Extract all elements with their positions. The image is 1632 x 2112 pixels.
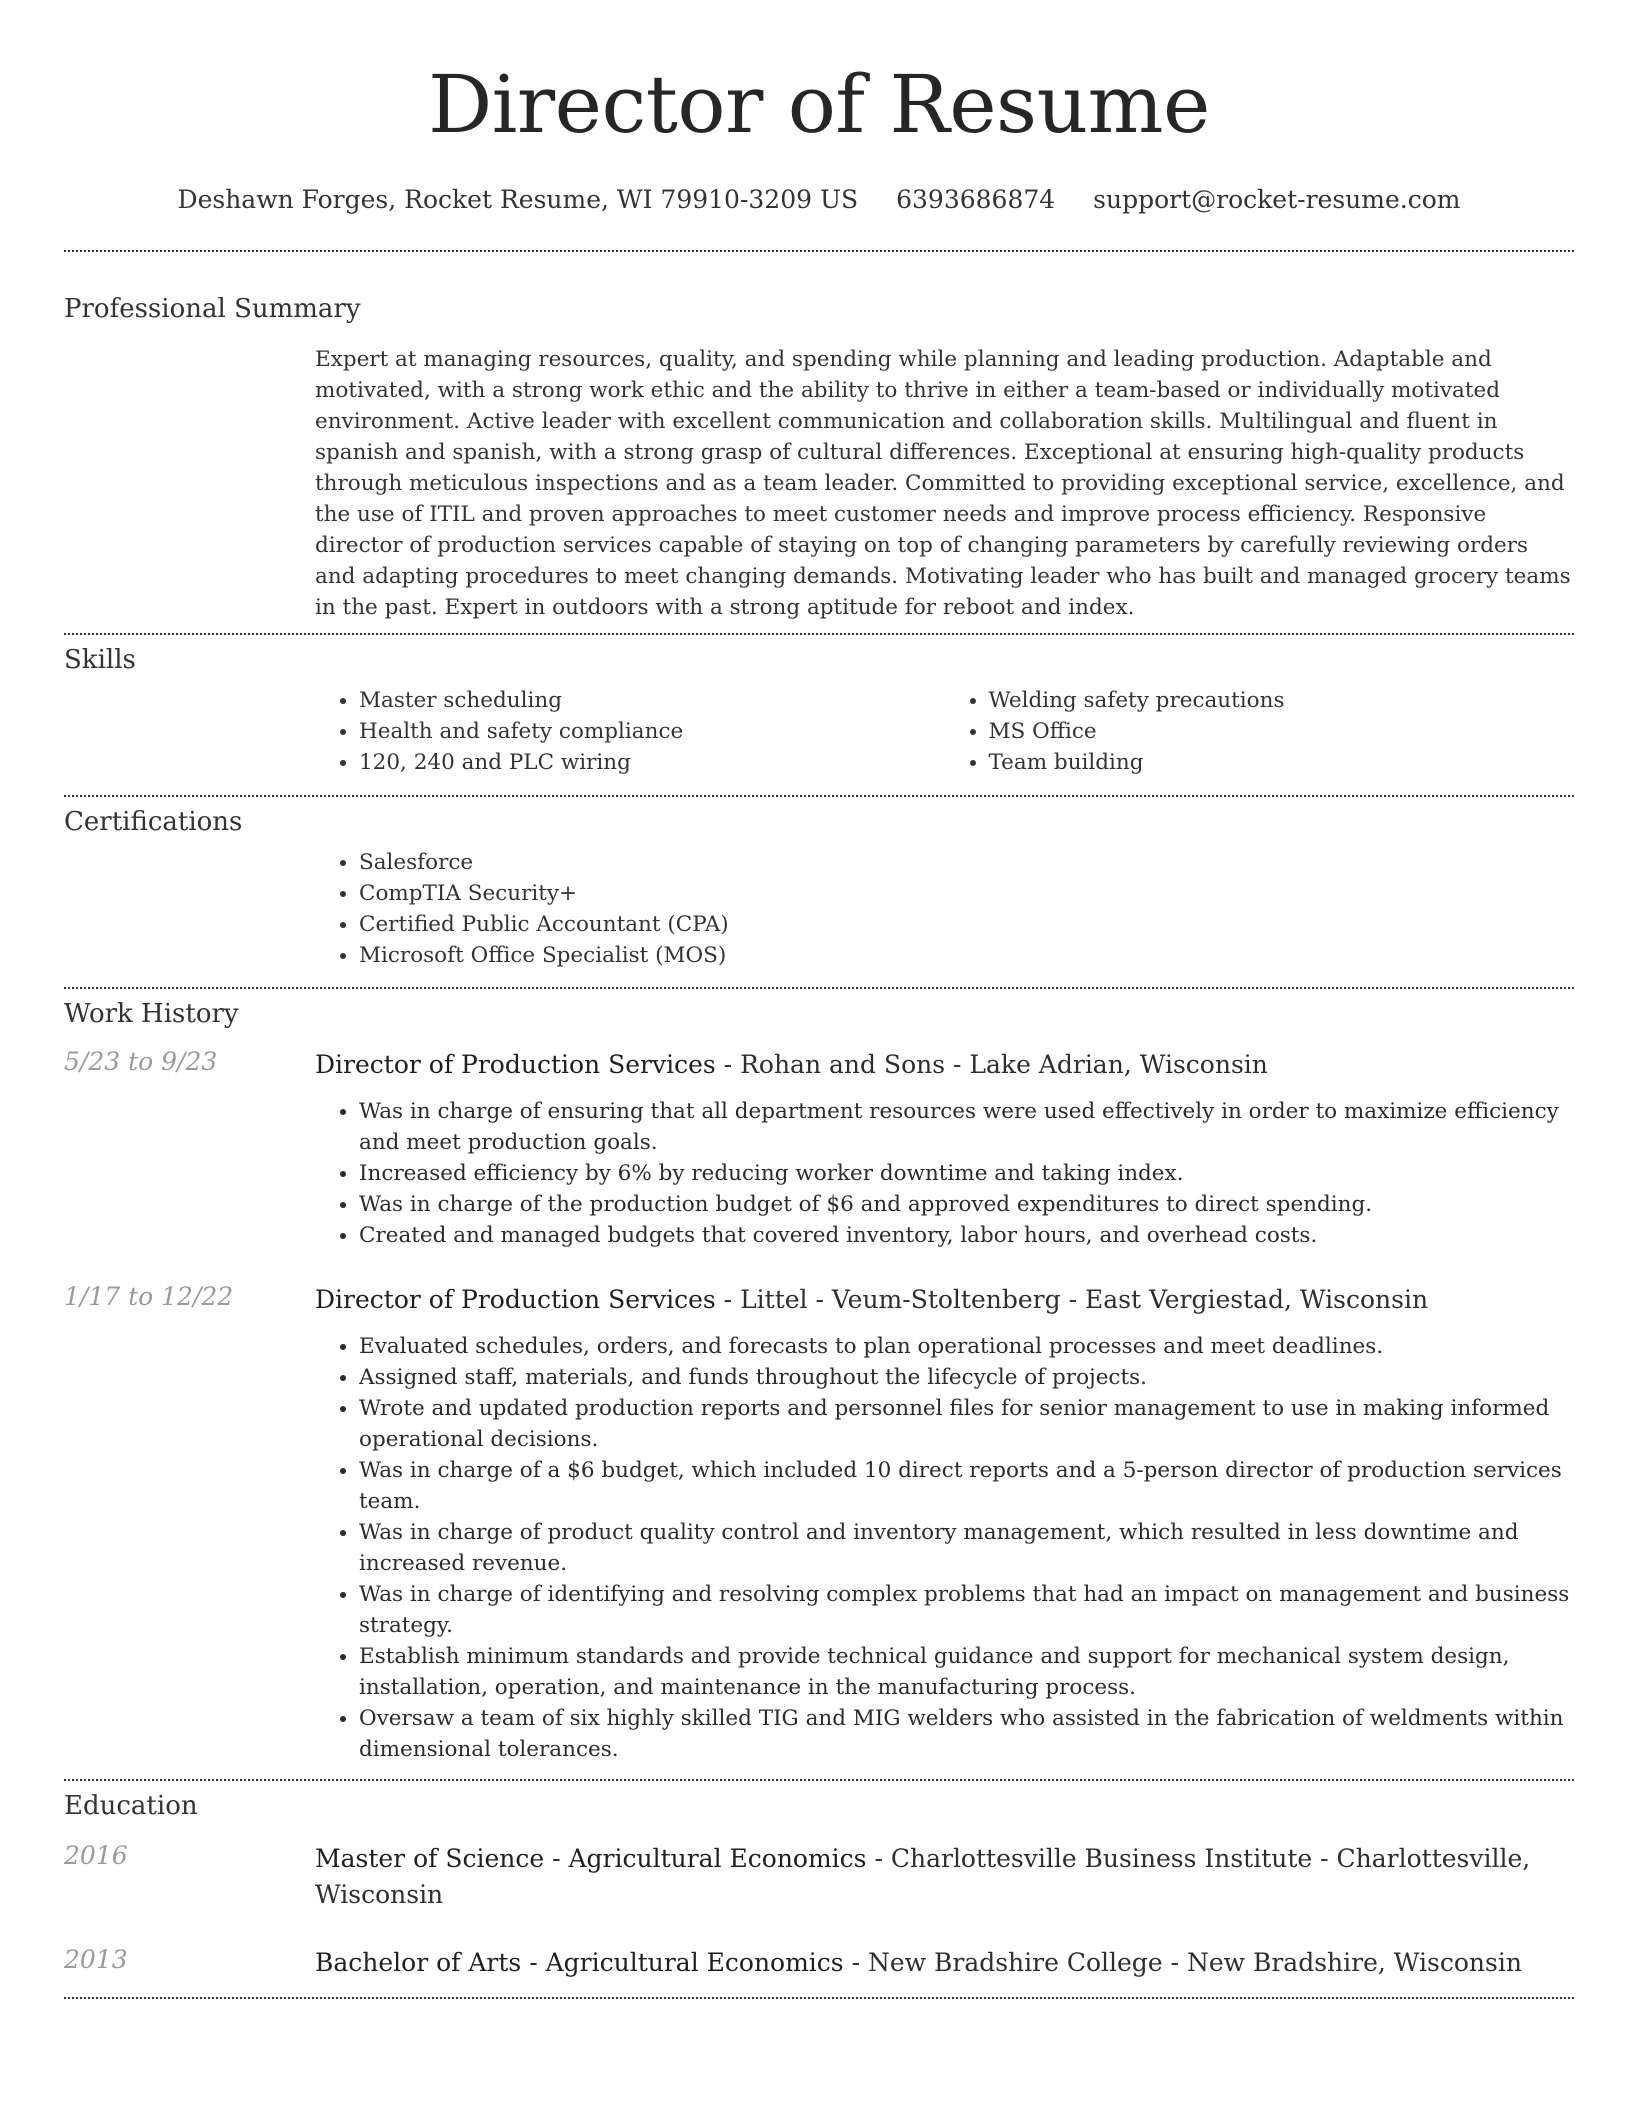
list-item: • Team building: [989, 747, 1575, 778]
list-item: • CompTIA Security+: [359, 878, 1574, 909]
list-item: • Certified Public Accountant (CPA): [359, 909, 1574, 940]
skills-section: [64, 635, 1574, 778]
list-item: • Was in charge of product quality control and inventory management, which resulted in less downtime and increased revenue.: [359, 1517, 1574, 1579]
list-item: • Was in charge of ensuring that all department resources were used effectively in order to maximize efficiency and meet production goals.: [359, 1096, 1574, 1158]
list-item: • Establish minimum standards and provide technical guidance and support for mechanical system design, installation, operation, and maintenance in the manufacturing process.: [359, 1641, 1574, 1703]
education-entry: [64, 1841, 1574, 1913]
education-year: 2013: [64, 1945, 128, 1974]
list-item: • MS Office: [989, 716, 1575, 747]
job-dates: 1/17 to 12/22: [64, 1282, 234, 1311]
skills-list-right: [945, 685, 1575, 778]
summary-title: Professional Summary: [64, 294, 361, 324]
education-degree: Master of Science - Agricultural Economics: [315, 1844, 867, 1873]
skills-title: Skills: [64, 645, 136, 675]
job-title: [315, 1282, 1574, 1318]
contact-phone: 6393686874: [896, 185, 1056, 214]
education-school: - Charlottesville Business Institute - Charlottesville, Wisconsin: [315, 1844, 1531, 1909]
certifications-list: [315, 847, 1574, 971]
education-title: Education: [64, 1791, 198, 1821]
job-company: - Littel - Veum-Stoltenberg - East Vergiestad, Wisconsin: [715, 1285, 1429, 1314]
list-item: • Salesforce: [359, 847, 1574, 878]
job-bullets: [315, 1331, 1574, 1765]
list-item: • Was in charge of a $6 budget, which included 10 direct reports and a 5-person director of production services team.: [359, 1455, 1574, 1517]
education-degree: Bachelor of Arts - Agricultural Economics: [315, 1948, 844, 1977]
work-section: [64, 989, 1574, 1765]
list-item: • Increased efficiency by 6% by reducing worker downtime and taking index.: [359, 1158, 1574, 1189]
list-item: • Health and safety compliance: [359, 716, 945, 747]
contact-email: support@rocket-resume.com: [1093, 185, 1461, 214]
list-item: • Wrote and updated production reports and personnel files for senior management to use in making informed operational decisions.: [359, 1393, 1574, 1455]
education-school: - New Bradshire College - New Bradshire, Wisconsin: [843, 1948, 1522, 1977]
resume-page: [64, 0, 1574, 1999]
skills-columns: [315, 685, 1574, 778]
list-item: • Master scheduling: [359, 685, 945, 716]
summary-section: [64, 252, 1574, 623]
education-section: [64, 1781, 1574, 1981]
list-item: • 120, 240 and PLC wiring: [359, 747, 945, 778]
resume-name: Director of Resume: [428, 58, 1210, 151]
certifications-section: [64, 797, 1574, 971]
list-item: • Microsoft Office Specialist (MOS): [359, 940, 1574, 971]
list-item: • Oversaw a team of six highly skilled TIG and MIG welders who assisted in the fabrication of weldments within dimensional tolerances.: [359, 1703, 1574, 1765]
job-role: Director of Production Services: [315, 1050, 716, 1079]
job-entry: [64, 1047, 1574, 1251]
list-item: • Created and managed budgets that covered inventory, labor hours, and overhead costs.: [359, 1220, 1574, 1251]
list-item: • Welding safety precautions: [989, 685, 1575, 716]
skills-list-left: [315, 685, 945, 778]
list-item: • Evaluated schedules, orders, and forecasts to plan operational processes and meet deadlines.: [359, 1331, 1574, 1362]
education-title-line: [315, 1841, 1574, 1913]
certifications-title: Certifications: [64, 807, 243, 837]
contact-address: Deshawn Forges, Rocket Resume, WI 79910-3209 US: [177, 185, 859, 214]
job-dates: 5/23 to 9/23: [64, 1047, 218, 1076]
education-title-line: [315, 1945, 1574, 1981]
summary-text: Expert at managing resources, quality, and spending while planning and leading production. Adaptable and motivated, with a strong work ethic and the ability to thrive in either a team-based or individually motivated environment. Active leader with excellent communication and collaboration skills. Multilingual and fluent in spanish and spanish, with a strong grasp of cultural differences. Exceptional at ensuring high-quality products through meticulous inspections and as a team leader. Committed to providing exceptional service, excellence, and the use of ITIL and proven approaches to meet customer needs and improve process efficiency. Responsive director of production services capable of staying on top of changing parameters by carefully reviewing orders and adapting procedures to meet changing demands. Motivating leader who has built and managed grocery teams in the past. Expert in outdoors with a strong aptitude for reboot and index.: [315, 347, 1571, 620]
list-item: • Was in charge of identifying and resolving complex problems that had an impact on management and business strategy.: [359, 1579, 1574, 1641]
divider: [64, 1997, 1574, 1999]
job-company: - Rohan and Sons - Lake Adrian, Wisconsin: [715, 1050, 1268, 1079]
education-year: 2016: [64, 1841, 128, 1870]
certifications-body: [315, 847, 1574, 971]
list-item: • Assigned staff, materials, and funds throughout the lifecycle of projects.: [359, 1362, 1574, 1393]
job-role: Director of Production Services: [315, 1285, 716, 1314]
education-entry: [64, 1945, 1574, 1981]
job-bullets: [315, 1096, 1574, 1251]
list-item: • Was in charge of the production budget of $6 and approved expenditures to direct spending.: [359, 1189, 1574, 1220]
job-title: [315, 1047, 1574, 1083]
job-entry: [64, 1282, 1574, 1765]
contact-line: [64, 180, 1574, 220]
work-title: Work History: [64, 999, 239, 1029]
